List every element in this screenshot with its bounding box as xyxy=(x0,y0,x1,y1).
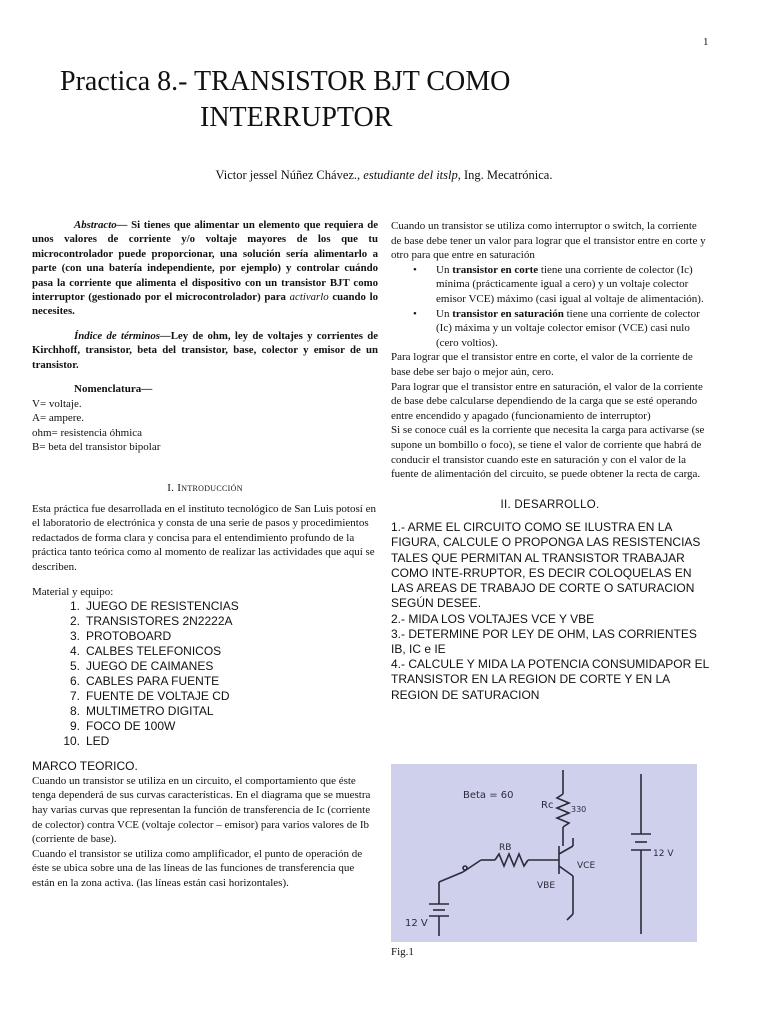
switch-paragraph: Cuando un transistor se utiliza como interruptor o switch, la corriente de base debe tener un valor para lograr que el transistor entre en corte y otro para que entre en saturación xyxy=(391,220,706,262)
nomenclature-item: A= ampere. xyxy=(32,412,85,425)
abstract-text-1: Si tienes que alimentar un elemento que requiera de unos valores de corriente y/o voltaje mayores de los que tu microcontrolador puede proporcionar, una solución sería alimentarlo a parte (con una batería independiente, por ejemplo) y controlar cuándo pasa la corriente que alimenta el dispositivo con un transistor BJT como interruptor (gestionado por el microcontrolador) para xyxy=(32,219,378,304)
rc-value: 330 xyxy=(571,805,587,814)
nomenclature-label: Nomenclatura— xyxy=(74,383,153,396)
list-item: 9. FOCO DE 100W xyxy=(69,719,176,734)
section-heading-introduccion xyxy=(32,481,378,496)
list-item: 3. PROTOBOARD xyxy=(69,629,172,644)
cut-off-paragraph: Para lograr que el transistor entre en corte, el valor de la corriente de base debe ser bajo o mejor aún, cero. xyxy=(391,351,693,378)
abstract xyxy=(32,218,378,319)
circuit-figure xyxy=(391,764,697,942)
author-name: Victor jessel Núñez Chávez., xyxy=(215,168,361,182)
figure-caption: Fig.1 xyxy=(391,946,414,958)
procedure-step: 3.- DETERMINE POR LEY DE OHM, LAS CORRIENTES IB, IC e IE xyxy=(391,626,697,656)
bullet-list xyxy=(391,263,709,351)
list-item: • Un transistor en saturación tiene una corriente de colector (Ic) máxima y un voltaje colector emisor (VCE) casi nulo (cero voltios). xyxy=(413,307,700,349)
section-title: Introducción xyxy=(177,482,243,495)
vce-label: VCE xyxy=(577,861,596,871)
list-item: 1. JUEGO DE RESISTENCIAS xyxy=(69,599,239,614)
paper-title xyxy=(60,64,720,136)
list-item: 5. JUEGO DE CAIMANES xyxy=(69,659,214,674)
procedure-step: 1.- ARME EL CIRCUITO COMO SE ILUSTRA EN LA FIGURA, CALCULE O PROPONGA LAS RESISTENCIAS TALES QUE PERMITAN AL TRANSISTOR TRABAJAR COMO INTE-RRUPTOR, ES DECIR COLOQUELAS EN LAS AREAS DE TRABAJO DE CORTE O SATURACION SEGÚN DESEE. xyxy=(391,520,701,611)
procedure-steps xyxy=(391,520,709,702)
title-line-2: INTERRUPTOR xyxy=(200,102,393,133)
list-item: 8. MULTIMETRO DIGITAL xyxy=(69,704,214,719)
intro-paragraph: Esta práctica fue desarrollada en el instituto tecnológico de San Luis potosí en el laboratorio de electrónica y consta de una serie de pasos y procedimientos redactados de forma clara y concisa para el entendimiento profundo de la práctica tanto teórica como al momento de realizar las actividades que aquí se describen. xyxy=(32,502,376,573)
index-terms xyxy=(32,329,378,372)
nomenclature-item: ohm= resistencia óhmica xyxy=(32,426,143,439)
theory-paragraph-2: Cuando el transistor se utiliza como amplificador, el punto de operación de éste se ubica sobre una de las líneas de las funciones de transferencia que están en la zona activa. (las líneas están casi horizontales). xyxy=(32,847,363,889)
abstract-label: Abstracto— xyxy=(74,219,128,231)
index-terms-text: Ley de ohm, ley de voltajes y corrientes de Kirchhoff, transistor, beta del transistor, base, colector y emisor de un transistor. xyxy=(32,329,378,371)
author-line xyxy=(0,168,768,183)
load-line-paragraph: Si se conoce cuál es la corriente que necesita la carga para activarse (se supone un bombillo o foco), se tiene el valor de corriente que habrá de conducir el transistor cuando este en saturación y con el valor de la fuente de alimentación del circuito, se puede obtener la recta de carga. xyxy=(391,424,705,481)
list-item: 2. TRANSISTORES 2N2222A xyxy=(69,614,233,629)
vbe-label: VBE xyxy=(537,881,556,891)
section-heading-desarrollo: II. DESARROLLO. xyxy=(500,498,600,511)
materials-list xyxy=(32,599,378,749)
right-supply-label: 12 V xyxy=(653,849,674,859)
author-role: estudiante del itslp xyxy=(363,168,458,182)
theory-label: MARCO TEORICO. xyxy=(32,759,138,774)
procedure-step: 4.- CALCULE Y MIDA LA POTENCIA CONSUMIDAPOR EL TRANSISTOR EN LA REGION DE CORTE Y EN LA REGION DE SATURACION xyxy=(391,657,709,702)
nomenclature-list xyxy=(32,397,378,455)
circuit-diagram xyxy=(391,764,697,942)
right-column xyxy=(391,219,709,703)
saturation-paragraph: Para lograr que el transistor entre en saturación, el valor de la corriente de base debe calcularse dependiendo de la carga que se esté operando entre encendido y apagado (funcionamiento de interruptor) xyxy=(391,380,703,422)
rc-label: Rc xyxy=(541,800,554,811)
nomenclature-item: V= voltaje. xyxy=(32,397,82,410)
left-column xyxy=(32,218,378,891)
list-item: 7. FUENTE DE VOLTAJE CD xyxy=(69,689,230,704)
list-item: 10. LED xyxy=(63,734,110,749)
beta-label: Beta = 60 xyxy=(463,790,514,801)
abstract-text-2: cuando lo necesites. xyxy=(32,291,379,318)
author-field: , Ing. Mecatrónica. xyxy=(457,168,553,182)
page-number: 1 xyxy=(703,36,709,48)
materials-label: Material y equipo: xyxy=(32,585,114,598)
theory-paragraph-1: Cuando un transistor se utiliza en un circuito, el comportamiento que éste tenga dependerá de sus curvas características. En el diagrama que se muestra hay varias curvas que representan la función de transferencia de Ic (corriente de colector) contra VCE (voltaje colector – emisor) para varios valores de Ib (corriente de base). xyxy=(32,774,371,846)
list-item: • Un transistor en corte tiene una corriente de colector (Ic) mínima (prácticamente igual a cero) y un voltaje colector emisor VCE) máximo (casi igual al voltaje de alimentación). xyxy=(413,263,704,305)
nomenclature-item: B= beta del transistor bipolar xyxy=(32,441,161,454)
abstract-emphasis: activarlo xyxy=(289,291,329,304)
rb-label: RB xyxy=(499,843,512,853)
list-item: 4. CALBES TELEFONICOS xyxy=(69,644,222,659)
list-item: 6. CABLES PARA FUENTE xyxy=(69,674,220,689)
index-terms-label: Índice de términos— xyxy=(74,329,171,342)
section-number: I. xyxy=(167,482,175,495)
title-line-1: Practica 8.- TRANSISTOR BJT COMO xyxy=(60,66,511,97)
procedure-step: 2.- MIDA LOS VOLTAJES VCE Y VBE xyxy=(391,611,595,626)
left-supply-label: 12 V xyxy=(405,918,428,929)
